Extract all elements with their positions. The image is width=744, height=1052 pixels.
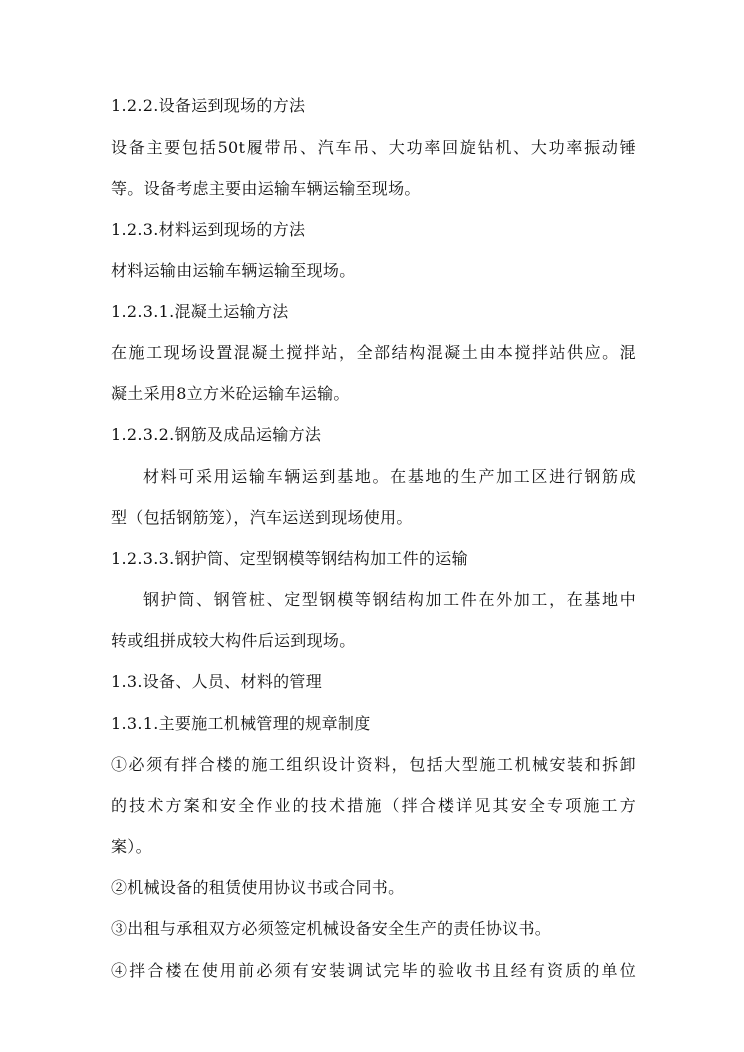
list-item-line: ②机械设备的租赁使用协议书或合同书。 (111, 878, 405, 897)
list-item-line: 案）。 (111, 837, 152, 856)
paragraph-line: 凝土采用8立方米砼运输车运输。 (111, 384, 350, 403)
section-heading: 1.2.3.3.钢护筒、定型钢模等钢结构加工件的运输 (111, 549, 468, 568)
paragraph-line: 钢护筒、钢管桩、定型钢模等钢结构加工件在外加工，在基地中 (143, 590, 636, 609)
section-heading: 1.2.3.2.钢筋及成品运输方法 (111, 425, 322, 444)
paragraph-line: 转或组拼成较大构件后运到现场。 (111, 631, 356, 650)
section-heading: 1.3.设备、人员、材料的管理 (111, 672, 323, 691)
paragraph-line: 材料运输由运输车辆运输至现场。 (111, 261, 356, 280)
section-heading: 1.2.2.设备运到现场的方法 (111, 96, 306, 115)
list-item-line: 的技术方案和安全作业的技术措施（拌合楼详见其安全专项施工方 (111, 796, 636, 815)
list-item-line: ④拌合楼在使用前必须有安装调试完毕的验收书且经有资质的单位 (111, 961, 636, 980)
paragraph-line: 材料可采用运输车辆运到基地。在基地的生产加工区进行钢筋成 (143, 467, 636, 486)
paragraph-line: 在施工现场设置混凝土搅拌站，全部结构混凝土由本搅拌站供应。混 (111, 343, 636, 362)
paragraph-line: 等。设备考虑主要由运输车辆运输至现场。 (111, 179, 421, 198)
section-heading: 1.3.1.主要施工机械管理的规章制度 (111, 714, 371, 733)
paragraph-line: 设备主要包括50t履带吊、汽车吊、大功率回旋钻机、大功率振动锤 (111, 138, 636, 157)
section-heading: 1.2.3.1.混凝土运输方法 (111, 302, 289, 321)
paragraph-line: 型（包括钢筋笼），汽车运送到现场使用。 (111, 508, 413, 527)
list-item-line: ①必须有拌合楼的施工组织设计资料，包括大型施工机械安装和拆卸 (111, 755, 636, 774)
list-item-line: ③出租与承租双方必须签定机械设备安全生产的责任协议书。 (111, 919, 552, 938)
section-heading: 1.2.3.材料运到现场的方法 (111, 220, 306, 239)
